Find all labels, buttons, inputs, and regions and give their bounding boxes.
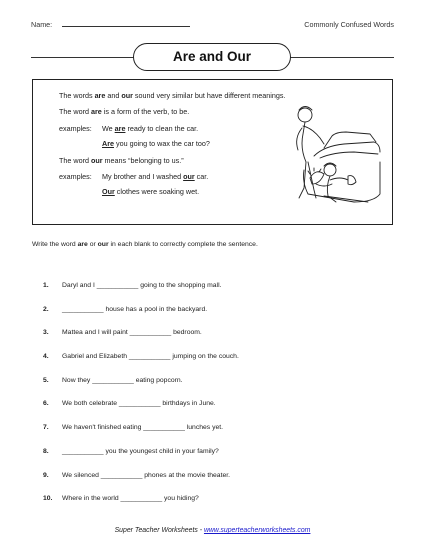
question-number: 8.: [43, 447, 49, 455]
question-number: 5.: [43, 376, 49, 384]
our-definition: The word our means “belonging to us.”: [59, 155, 184, 165]
footer-separator: -: [197, 527, 204, 534]
are-example-2: Are you going to wax the car too?: [102, 139, 210, 149]
footer: [0, 527, 425, 534]
explanation-text: [59, 91, 299, 204]
question-number: 4.: [43, 353, 49, 361]
question-text: We both celebrate ___________ birthdays in June.: [62, 400, 216, 408]
question-number: 2.: [43, 305, 49, 313]
our-example-2: Our clothes were soaking wet.: [102, 187, 200, 197]
question-number: 1.: [43, 282, 49, 289]
question-text: Daryl and I ___________ going to the shopping mall.: [62, 282, 222, 289]
name-field: [31, 20, 190, 29]
question-text: Now they ___________ eating popcorn.: [62, 376, 183, 384]
question-number: 9.: [43, 471, 49, 479]
question-text: ___________ house has a pool in the backyard.: [62, 305, 208, 313]
footer-brand: Super Teacher Worksheets: [114, 527, 198, 534]
name-blank-line[interactable]: [62, 26, 190, 27]
examples-label: examples:: [59, 172, 92, 182]
instructions: Write the word are or our in each blank to correctly complete the sentence.: [32, 241, 258, 248]
question-text: Gabriel and Elizabeth ___________ jumping on the couch.: [62, 353, 239, 361]
explanation-box: [32, 79, 393, 225]
page-title: Are and Our: [133, 43, 291, 71]
question-text: Mattea and I will paint ___________ bedroom.: [62, 329, 202, 337]
examples-label: examples:: [59, 123, 92, 133]
question-text: Where in the world ___________ you hiding?: [62, 495, 199, 503]
question-number: 3.: [43, 329, 49, 337]
question-text: We silenced ___________ phones at the movie theater.: [62, 471, 231, 479]
intro-paragraph: The words are and our sound very similar but have different meanings.: [59, 91, 286, 100]
are-definition: The word are is a form of the verb, to be.: [59, 107, 190, 117]
question-number: 6.: [43, 400, 49, 408]
question-number: 7.: [43, 424, 49, 432]
question-text: ___________ you the youngest child in your family?: [62, 447, 219, 455]
footer-link[interactable]: www.superteacherworksheets.com: [203, 527, 311, 534]
car-washing-illustration: [284, 98, 382, 210]
name-label: Name:: [31, 20, 53, 29]
our-examples: [59, 172, 299, 197]
are-example-1: We are ready to clean the car.: [102, 123, 199, 133]
question-text: We haven't finished eating ___________ lunches yet.: [62, 424, 224, 432]
are-examples: [59, 124, 299, 149]
question-number: 10.: [43, 495, 53, 503]
worksheet-category: Commonly Confused Words: [304, 20, 394, 29]
our-example-1: My brother and I washed our car.: [102, 172, 209, 182]
